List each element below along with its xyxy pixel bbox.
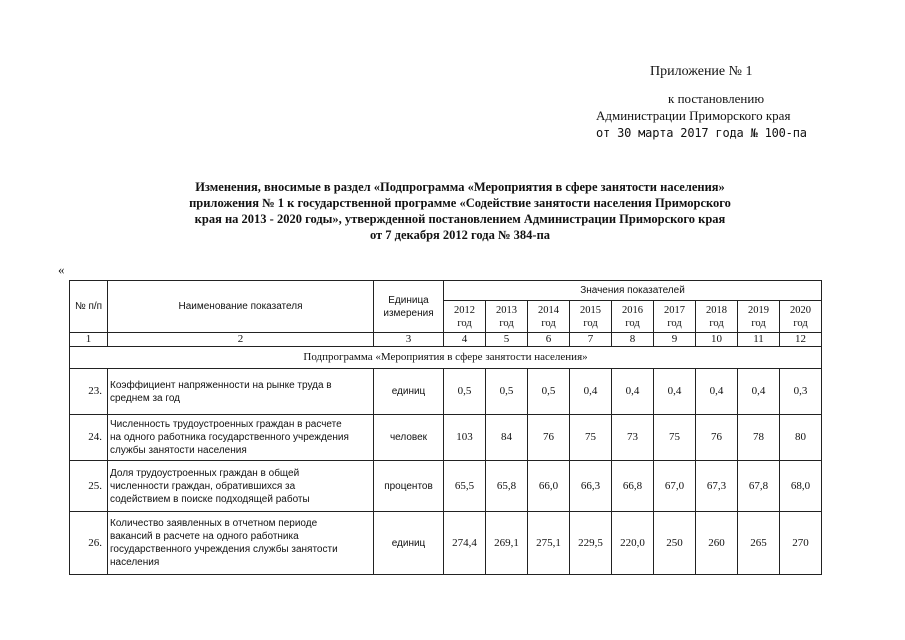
col-number: 3: [374, 333, 444, 347]
header-unit-line1: Единица: [388, 294, 429, 306]
value-cell: 73: [612, 415, 654, 461]
heading-line-2: приложения № 1 к государственной программе «Содействие занятости населения Приморского: [189, 196, 731, 210]
col-number: 7: [570, 333, 612, 347]
year-value: 2018: [706, 304, 727, 316]
year-word: год: [793, 317, 808, 329]
value-cell: 220,0: [612, 512, 654, 575]
header-num: № п/п: [70, 281, 108, 333]
header-unit: [374, 281, 444, 333]
value-cell: 0,4: [654, 369, 696, 415]
indicator-name-line: вакансий в расчете на одного работника: [110, 531, 299, 542]
unit-cell: единиц: [374, 369, 444, 415]
value-cell: 67,8: [738, 461, 780, 512]
appendix-line-date: от 30 марта 2017 года № 100-па: [596, 126, 807, 140]
header-year: [654, 301, 696, 333]
row-number: 24.: [70, 415, 108, 461]
col-number: 4: [444, 333, 486, 347]
value-cell: 0,4: [738, 369, 780, 415]
value-cell: 68,0: [780, 461, 822, 512]
table-row: [70, 461, 822, 512]
indicator-name-line: Коэффициент напряженности на рынке труда в: [110, 379, 332, 391]
value-cell: 75: [654, 415, 696, 461]
value-cell: 78: [738, 415, 780, 461]
value-cell: 0,4: [696, 369, 738, 415]
col-number: 2: [108, 333, 374, 347]
header-name: Наименование показателя: [108, 281, 374, 333]
value-cell: 0,5: [528, 369, 570, 415]
value-cell: 76: [696, 415, 738, 461]
year-value: 2016: [622, 304, 643, 316]
col-number: 10: [696, 333, 738, 347]
indicator-name: [108, 415, 374, 461]
row-number: 23.: [70, 369, 108, 415]
indicator-name-line: населения: [110, 557, 160, 568]
value-cell: 84: [486, 415, 528, 461]
header-year: [780, 301, 822, 333]
indicator-name-line: на одного работника государственного учреждения: [110, 432, 349, 443]
heading-line-1: Изменения, вносимые в раздел «Подпрограмма «Мероприятия в сфере занятости населения»: [195, 180, 725, 194]
value-cell: 75: [570, 415, 612, 461]
value-cell: 66,3: [570, 461, 612, 512]
value-cell: 66,0: [528, 461, 570, 512]
value-cell: 0,4: [570, 369, 612, 415]
indicator-name-line: Численность трудоустроенных граждан в расчете: [110, 419, 342, 430]
year-value: 2014: [538, 304, 559, 316]
year-word: год: [499, 317, 514, 329]
row-number: 26.: [70, 512, 108, 575]
indicator-name: [108, 369, 374, 415]
value-cell: 67,0: [654, 461, 696, 512]
year-value: 2017: [664, 304, 685, 316]
col-number: 11: [738, 333, 780, 347]
year-value: 2013: [496, 304, 517, 316]
unit-cell: единиц: [374, 512, 444, 575]
appendix-line-resolution: к постановлению: [668, 91, 765, 106]
value-cell: 66,8: [612, 461, 654, 512]
header-year: [612, 301, 654, 333]
header-values: Значения показателей: [444, 281, 822, 301]
indicator-name-line: среднем за год: [110, 392, 181, 404]
unit-cell: процентов: [374, 461, 444, 512]
value-cell: 0,3: [780, 369, 822, 415]
value-cell: 250: [654, 512, 696, 575]
indicator-name-line: содействием в поиске подходящей работы: [110, 493, 310, 505]
indicator-name-line: службы занятости населения: [110, 445, 247, 456]
header-year: [570, 301, 612, 333]
appendix-line-administration: Администрации Приморского края: [596, 108, 791, 123]
indicator-name-line: Доля трудоустроенных граждан в общей: [110, 467, 300, 479]
indicator-name: [108, 461, 374, 512]
year-value: 2020: [790, 304, 811, 316]
value-cell: 0,5: [486, 369, 528, 415]
indicator-name: [108, 512, 374, 575]
col-number: 6: [528, 333, 570, 347]
header-year: [528, 301, 570, 333]
indicator-name-line: численности граждан, обратившихся за: [110, 480, 296, 492]
year-value: 2015: [580, 304, 601, 316]
unit-cell: человек: [374, 415, 444, 461]
value-cell: 275,1: [528, 512, 570, 575]
value-cell: 0,4: [612, 369, 654, 415]
header-unit-line2: измерения: [383, 307, 434, 319]
col-number: 5: [486, 333, 528, 347]
header-year: [696, 301, 738, 333]
value-cell: 274,4: [444, 512, 486, 575]
header-year: [486, 301, 528, 333]
year-word: год: [457, 317, 472, 329]
col-number: 12: [780, 333, 822, 347]
row-number: 25.: [70, 461, 108, 512]
value-cell: 260: [696, 512, 738, 575]
year-word: год: [583, 317, 598, 329]
col-number: 8: [612, 333, 654, 347]
year-word: год: [751, 317, 766, 329]
value-cell: 270: [780, 512, 822, 575]
table-row: [70, 369, 822, 415]
appendix-title: Приложение № 1: [650, 64, 753, 79]
indicators-table: [69, 280, 822, 575]
value-cell: 67,3: [696, 461, 738, 512]
col-number: 9: [654, 333, 696, 347]
value-cell: 269,1: [486, 512, 528, 575]
header-year: [738, 301, 780, 333]
year-value: 2019: [748, 304, 769, 316]
value-cell: 76: [528, 415, 570, 461]
col-number: 1: [70, 333, 108, 347]
table-row: [70, 512, 822, 575]
opening-quote-mark: «: [58, 262, 65, 277]
table-row: [70, 415, 822, 461]
year-word: год: [541, 317, 556, 329]
value-cell: 80: [780, 415, 822, 461]
value-cell: 65,8: [486, 461, 528, 512]
year-value: 2012: [454, 304, 475, 316]
heading-line-3: края на 2013 - 2020 годы», утвержденной постановлением Администрации Приморского края: [194, 212, 726, 226]
value-cell: 265: [738, 512, 780, 575]
year-word: год: [667, 317, 682, 329]
year-word: год: [709, 317, 724, 329]
column-number-row: [70, 333, 822, 347]
value-cell: 0,5: [444, 369, 486, 415]
value-cell: 103: [444, 415, 486, 461]
year-word: год: [625, 317, 640, 329]
heading-line-4: от 7 декабря 2012 года № 384-па: [369, 228, 551, 242]
section-title: Подпрограмма «Мероприятия в сфере занятости населения»: [70, 347, 822, 369]
header-year: [444, 301, 486, 333]
document-heading: [120, 179, 800, 243]
value-cell: 229,5: [570, 512, 612, 575]
indicator-name-line: государственного учреждения службы занятости: [110, 544, 338, 555]
value-cell: 65,5: [444, 461, 486, 512]
indicator-name-line: Количество заявленных в отчетном периоде: [110, 518, 318, 529]
